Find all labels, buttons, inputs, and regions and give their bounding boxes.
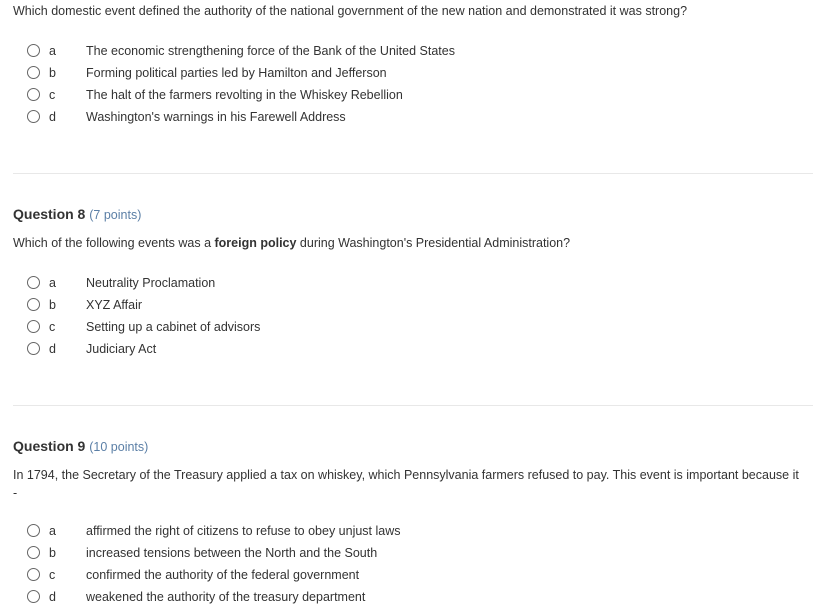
prompt-line: -: [13, 486, 18, 500]
question-7-prompt: Which domestic event defined the authority of the national government of the new nation and demonstrated it was strong?: [13, 4, 688, 18]
prompt-text: during Washington's Presidential Administration?: [296, 236, 571, 250]
question-8-heading: [13, 206, 141, 222]
question-8-prompt: [13, 234, 813, 252]
question-9-choice-d[interactable]: [27, 589, 727, 607]
radio-button[interactable]: [27, 276, 40, 289]
radio-button[interactable]: [27, 320, 40, 333]
choice-letter: c: [49, 88, 56, 102]
choice-letter: b: [49, 546, 56, 560]
choice-letter: b: [49, 66, 56, 80]
prompt-emphasis: foreign policy: [214, 236, 297, 250]
radio-button[interactable]: [27, 524, 40, 537]
radio-button[interactable]: [27, 66, 40, 79]
choice-text: Forming political parties led by Hamilton and Jefferson: [86, 66, 387, 80]
question-8-choice-d[interactable]: [27, 341, 727, 359]
radio-button[interactable]: [27, 44, 40, 57]
choice-text: confirmed the authority of the federal government: [86, 568, 360, 582]
radio-button[interactable]: [27, 546, 40, 559]
radio-button[interactable]: [27, 568, 40, 581]
question-7-choice-a[interactable]: [27, 43, 727, 61]
choice-text: Neutrality Proclamation: [86, 276, 216, 290]
question-8-choice-b[interactable]: [27, 297, 727, 315]
choice-text: increased tensions between the North and the South: [86, 546, 378, 560]
question-points: (7 points): [89, 208, 142, 222]
choice-letter: d: [49, 342, 56, 356]
radio-button[interactable]: [27, 590, 40, 603]
choice-letter: b: [49, 298, 56, 312]
choice-text: The halt of the farmers revolting in the Whiskey Rebellion: [86, 88, 403, 102]
choice-letter: a: [49, 524, 56, 538]
question-divider: [13, 173, 813, 174]
question-9-choice-b[interactable]: [27, 545, 727, 563]
prompt-line: In 1794, the Secretary of the Treasury applied a tax on whiskey, which Pennsylvania farmers refused to pay. This event is important because it: [13, 468, 799, 482]
choice-text: Setting up a cabinet of advisors: [86, 320, 261, 334]
question-9-choice-c[interactable]: [27, 567, 727, 585]
choice-letter: a: [49, 276, 56, 290]
question-8-choice-c[interactable]: [27, 319, 727, 337]
choice-letter: a: [49, 44, 56, 58]
question-9-prompt: [13, 466, 813, 502]
question-7-choice-c[interactable]: [27, 87, 727, 105]
question-7-choice-d[interactable]: [27, 109, 727, 127]
question-7-choice-b[interactable]: [27, 65, 727, 83]
question-points: (10 points): [89, 440, 149, 454]
question-8-choice-a[interactable]: [27, 275, 727, 293]
question-9-choice-a[interactable]: [27, 523, 727, 541]
choice-text: Judiciary Act: [86, 342, 157, 356]
radio-button[interactable]: [27, 88, 40, 101]
question-divider: [13, 405, 813, 406]
prompt-text: Which of the following events was a: [13, 236, 215, 250]
question-title: Question 9: [13, 438, 86, 454]
radio-button[interactable]: [27, 342, 40, 355]
choice-letter: d: [49, 110, 56, 124]
radio-button[interactable]: [27, 298, 40, 311]
choice-text: The economic strengthening force of the Bank of the United States: [86, 44, 455, 58]
choice-text: XYZ Affair: [86, 298, 143, 312]
choice-text: Washington's warnings in his Farewell Address: [86, 110, 346, 124]
choice-text: weakened the authority of the treasury department: [86, 590, 366, 604]
radio-button[interactable]: [27, 110, 40, 123]
question-title: Question 8: [13, 206, 86, 222]
choice-letter: d: [49, 590, 56, 604]
choice-letter: c: [49, 568, 56, 582]
choice-text: affirmed the right of citizens to refuse to obey unjust laws: [86, 524, 401, 538]
question-9-heading: [13, 438, 148, 454]
choice-letter: c: [49, 320, 56, 334]
